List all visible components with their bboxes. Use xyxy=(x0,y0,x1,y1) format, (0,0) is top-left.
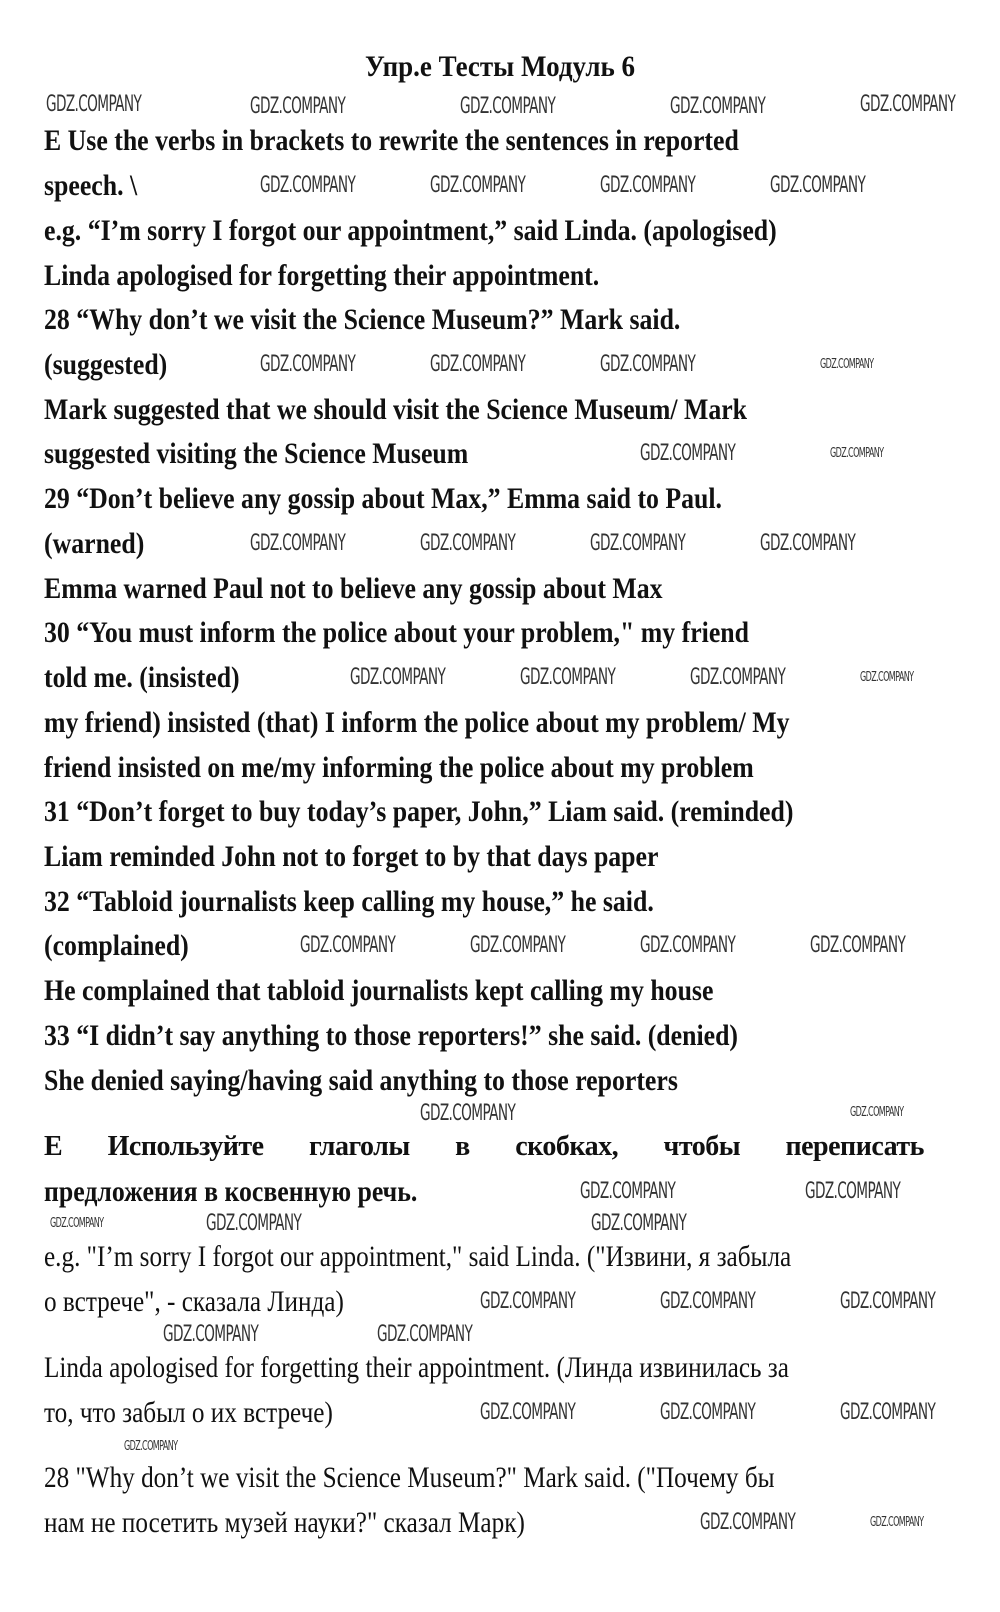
watermark: GDZ.COMPANY xyxy=(830,446,884,461)
watermark: GDZ.COMPANY xyxy=(590,531,686,556)
watermark: GDZ.COMPANY xyxy=(460,94,556,119)
watermark: GDZ.COMPANY xyxy=(430,352,526,377)
watermark: GDZ.COMPANY xyxy=(690,665,786,690)
watermark: GDZ.COMPANY xyxy=(420,531,516,556)
answer-line: friend insisted on me/my informing the police about my problem xyxy=(44,751,754,784)
word: Используйте xyxy=(107,1131,264,1162)
answer-line: She denied saying/having said anything to those reporters xyxy=(44,1064,678,1097)
question-line: 29 “Don’t believe any gossip about Max,” Emma said to Paul. xyxy=(44,482,723,515)
watermark: GDZ.COMPANY xyxy=(760,531,856,556)
watermark: GDZ.COMPANY xyxy=(820,357,874,372)
watermark: GDZ.COMPANY xyxy=(870,1515,924,1530)
word: Е xyxy=(44,1131,63,1162)
question-line: (warned) xyxy=(44,527,145,560)
watermark: GDZ.COMPANY xyxy=(810,933,906,958)
question-line: (complained) xyxy=(44,929,189,962)
russian-heading-line xyxy=(44,1130,924,1164)
watermark: GDZ.COMPANY xyxy=(420,1101,516,1126)
watermark: GDZ.COMPANY xyxy=(300,933,396,958)
translation-line: нам не посетить музей науки?" сказал Марк) xyxy=(44,1506,525,1539)
watermark: GDZ.COMPANY xyxy=(700,1510,796,1535)
watermark: GDZ.COMPANY xyxy=(670,94,766,119)
watermark: GDZ.COMPANY xyxy=(480,1400,576,1425)
question-line: told me. (insisted) xyxy=(44,661,240,694)
question-line: 33 “I didn’t say anything to those reporters!” she said. (denied) xyxy=(44,1019,739,1052)
watermark: GDZ.COMPANY xyxy=(860,670,914,685)
translation-line: Linda apologised for forgetting their appointment. (Линда извинилась за xyxy=(44,1351,789,1384)
page-title: Упр.е Тесты Модуль 6 xyxy=(364,50,636,83)
word: глаголы xyxy=(309,1131,410,1162)
translation-line: то, что забыл о их встрече) xyxy=(44,1396,333,1429)
question-line: 30 “You must inform the police about your problem," my friend xyxy=(44,616,749,649)
example-answer: Linda apologised for forgetting their appointment. xyxy=(44,259,600,292)
watermark: GDZ.COMPANY xyxy=(377,1322,473,1347)
watermark: GDZ.COMPANY xyxy=(580,1179,676,1204)
watermark: GDZ.COMPANY xyxy=(640,933,736,958)
watermark: GDZ.COMPANY xyxy=(600,352,696,377)
watermark: GDZ.COMPANY xyxy=(600,173,696,198)
answer-line: suggested visiting the Science Museum xyxy=(44,437,469,470)
translation-line: о встрече", - сказала Линда) xyxy=(44,1285,344,1318)
word: скобках, xyxy=(515,1131,619,1162)
answer-line: Emma warned Paul not to believe any gossip about Max xyxy=(44,572,663,605)
watermark: GDZ.COMPANY xyxy=(591,1211,687,1236)
watermark: GDZ.COMPANY xyxy=(660,1400,756,1425)
question-line: 31 “Don’t forget to buy today’s paper, John,” Liam said. (reminded) xyxy=(44,795,794,828)
question-line: 28 “Why don’t we visit the Science Museum?” Mark said. xyxy=(44,303,681,336)
word: чтобы xyxy=(663,1131,741,1162)
word: в xyxy=(455,1131,470,1162)
watermark: GDZ.COMPANY xyxy=(46,92,142,117)
watermark: GDZ.COMPANY xyxy=(50,1216,104,1231)
translation-line: e.g. "I’m sorry I forgot our appointment," said Linda. ("Извини, я забыла xyxy=(44,1240,792,1273)
watermark: GDZ.COMPANY xyxy=(470,933,566,958)
russian-heading-line: предложения в косвенную речь. xyxy=(44,1175,418,1208)
watermark: GDZ.COMPANY xyxy=(770,173,866,198)
watermark: GDZ.COMPANY xyxy=(430,173,526,198)
answer-line: my friend) insisted (that) I inform the police about my problem/ My xyxy=(44,706,790,739)
watermark: GDZ.COMPANY xyxy=(250,531,346,556)
watermark: GDZ.COMPANY xyxy=(850,1105,904,1120)
question-line: (suggested) xyxy=(44,348,168,381)
instruction-line: E Use the verbs in brackets to rewrite the sentences in reported xyxy=(44,124,739,157)
watermark: GDZ.COMPANY xyxy=(260,352,356,377)
watermark: GDZ.COMPANY xyxy=(805,1179,901,1204)
watermark: GDZ.COMPANY xyxy=(124,1439,178,1454)
question-line: 32 “Tabloid journalists keep calling my house,” he said. xyxy=(44,885,654,918)
watermark: GDZ.COMPANY xyxy=(260,173,356,198)
watermark: GDZ.COMPANY xyxy=(206,1211,302,1236)
instruction-line: speech. \ xyxy=(44,169,138,202)
watermark: GDZ.COMPANY xyxy=(840,1400,936,1425)
watermark: GDZ.COMPANY xyxy=(480,1289,576,1314)
watermark: GDZ.COMPANY xyxy=(840,1289,936,1314)
answer-line: Liam reminded John not to forget to by that days paper xyxy=(44,840,659,873)
watermark: GDZ.COMPANY xyxy=(860,92,956,117)
translation-line: 28 "Why don’t we visit the Science Museum?" Mark said. ("Почему бы xyxy=(44,1461,775,1494)
example-line: e.g. “I’m sorry I forgot our appointment,” said Linda. (apologised) xyxy=(44,214,777,247)
answer-line: He complained that tabloid journalists kept calling my house xyxy=(44,974,714,1007)
word: переписать xyxy=(785,1131,924,1162)
watermark: GDZ.COMPANY xyxy=(250,94,346,119)
watermark: GDZ.COMPANY xyxy=(350,665,446,690)
watermark: GDZ.COMPANY xyxy=(640,441,736,466)
watermark: GDZ.COMPANY xyxy=(163,1322,259,1347)
watermark: GDZ.COMPANY xyxy=(520,665,616,690)
watermark: GDZ.COMPANY xyxy=(660,1289,756,1314)
answer-line: Mark suggested that we should visit the Science Museum/ Mark xyxy=(44,393,748,426)
